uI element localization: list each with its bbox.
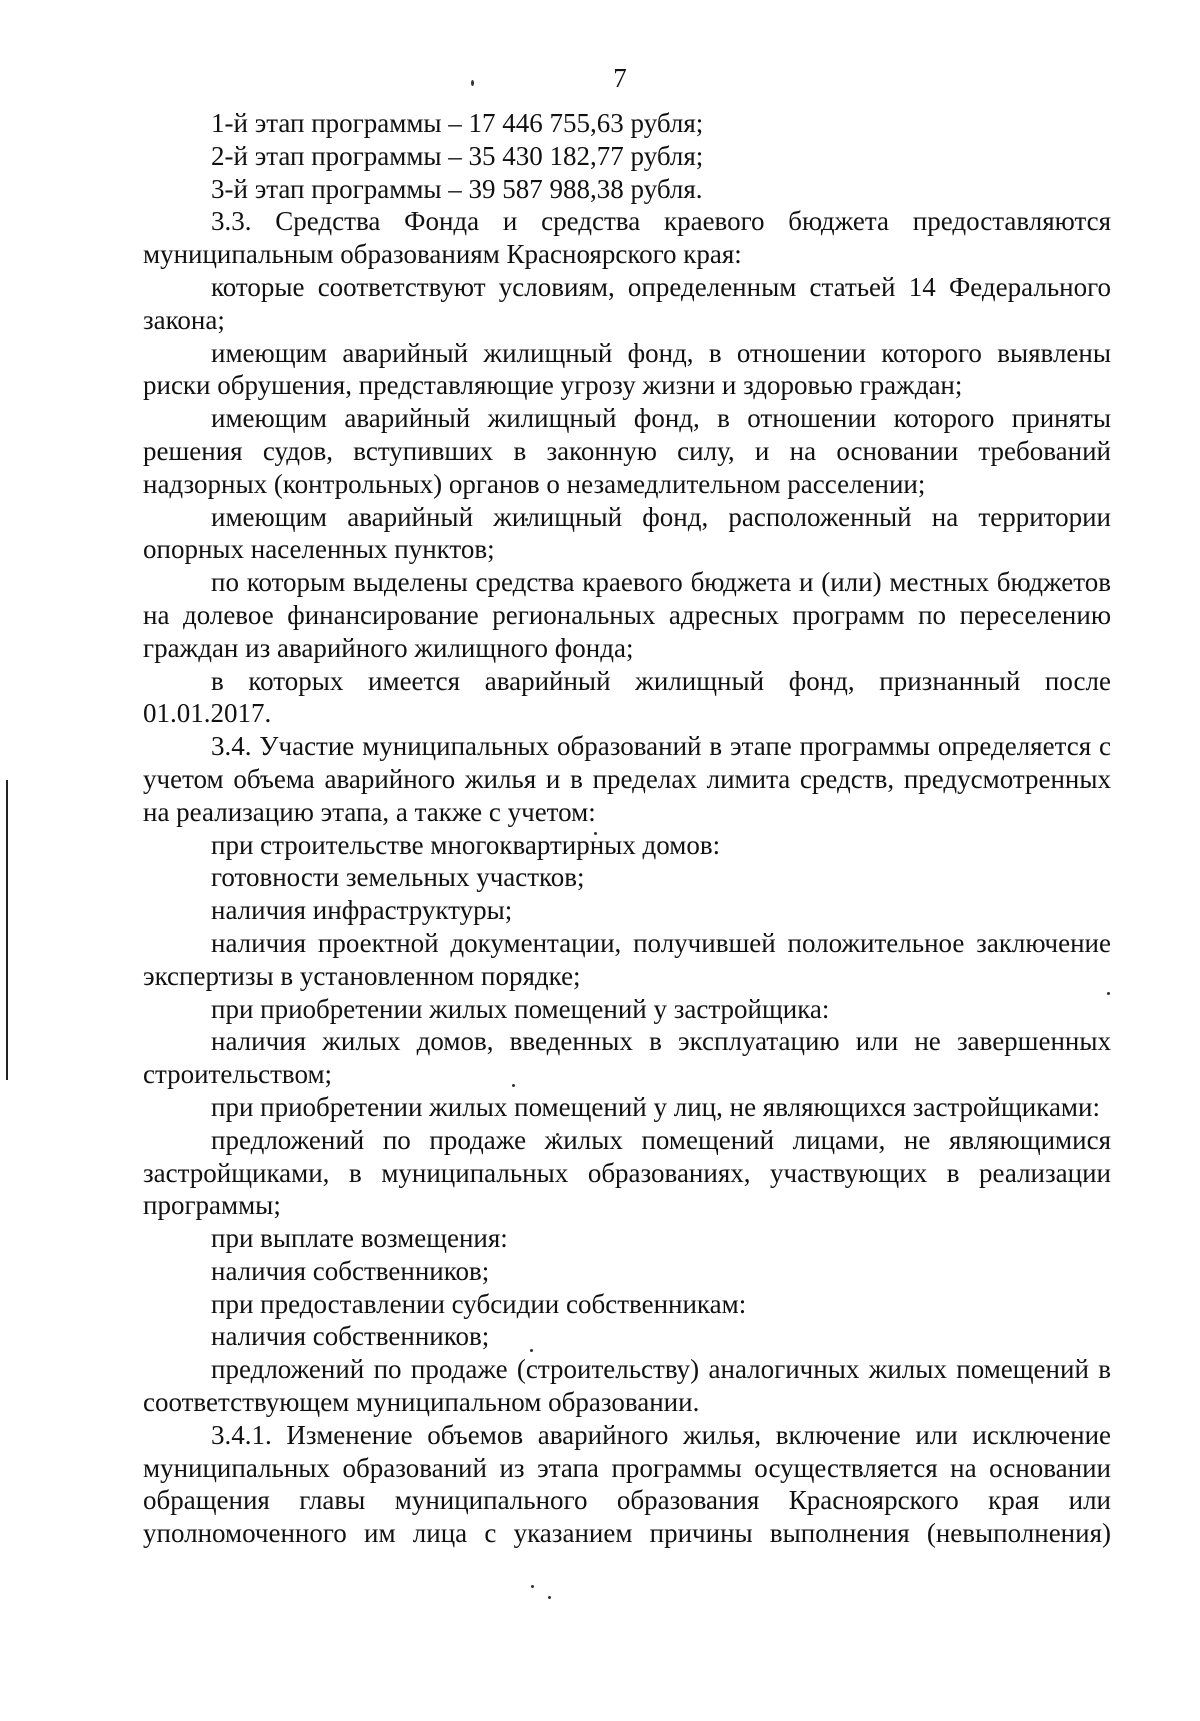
list-item: при выплате возмещения: xyxy=(211,1223,508,1254)
page-number: 7 xyxy=(613,63,627,93)
list-item: при приобретении жилых помещений у застройщика: xyxy=(211,993,830,1024)
paragraph-3-4-1: 3.4.1. Изменение объемов аварийного жилья, включение или исключение муниципальных образований из этапа программы осуществляется на основании обращения главы муниципального образования Красноярского края или уполномоченного им лица с указанием причины выполнения (невыполнения) xyxy=(143,1419,1111,1549)
paragraph-stage-1: 1-й этап программы – 17 446 755,63 рубля; xyxy=(211,108,704,138)
list-item: при строительстве многоквартирных домов: xyxy=(211,829,721,860)
list-item: наличия собственников; xyxy=(211,1321,490,1352)
paragraph-stage-2: 2-й этап программы – 35 430 182,77 рубля; xyxy=(211,140,704,171)
paragraph-after-2017: в которых имеется аварийный жилищный фонд, признанный после 01.01.2017. xyxy=(143,665,1111,729)
paragraph-stage-3: 3-й этап программы – 39 587 988,38 рубля. xyxy=(211,173,703,204)
list-item: предложений по продаже жилых помещений лицами, не являющимися застройщиками, в муниципальных образованиях, участвующих в реализации программы; xyxy=(143,1124,1111,1221)
document-body xyxy=(143,107,1111,1550)
paragraph-collapse-risk: имеющим аварийный жилищный фонд, в отношении которого выявлены риски обрушения, представляющие угрозу жизни и здоровью граждан; xyxy=(143,337,1111,401)
scan-edge-mark xyxy=(6,780,8,1080)
list-item: готовности земельных участков; xyxy=(211,862,585,893)
paragraph-condition-article-14: которые соответствуют условиям, определенным статьей 14 Федерального закона; xyxy=(143,271,1111,335)
scan-speck xyxy=(548,1596,551,1599)
list-item: наличия жилых домов, введенных в эксплуатацию или не завершенных строительством; xyxy=(143,1026,1111,1090)
paragraph-cofinancing: по которым выделены средства краевого бюджета и (или) местных бюджетов на долевое финансирование региональных адресных программ по переселению граждан из аварийного жилищного фонда; xyxy=(143,567,1111,663)
list-item: наличия проектной документации, получившей положительное заключение экспертизы в установленном порядке; xyxy=(143,927,1111,991)
list-item: наличия собственников; xyxy=(211,1255,490,1286)
list-item: наличия инфраструктуры; xyxy=(211,895,513,926)
list-item: предложений по продаже (строительству) аналогичных жилых помещений в соответствующем муниципальном образовании. xyxy=(143,1354,1111,1418)
scan-speck xyxy=(531,1585,534,1588)
paragraph-support-settlements: имеющим аварийный жилищный фонд, расположенный на территории опорных населенных пунктов; xyxy=(143,501,1111,565)
paragraph-3-4: 3.4. Участие муниципальных образований в этапе программы определяется с учетом объема аварийного жилья и в пределах лимита средств, предусмотренных на реализацию этапа, а также с учетом: xyxy=(143,731,1111,827)
list-item: при приобретении жилых помещений у лиц, не являющихся застройщиками: xyxy=(211,1091,1100,1122)
paragraph-3-3: 3.3. Средства Фонда и средства краевого бюджета предоставляются муниципальным образованиям Красноярского края: xyxy=(143,206,1111,270)
paragraph-court-decisions: имеющим аварийный жилищный фонд, в отношении которого приняты решения судов, вступивших в законную силу, и на основании требований надзорных (контрольных) органов о незамедлительном расселении; xyxy=(143,403,1111,499)
list-item: при предоставлении субсидии собственникам: xyxy=(211,1288,747,1319)
